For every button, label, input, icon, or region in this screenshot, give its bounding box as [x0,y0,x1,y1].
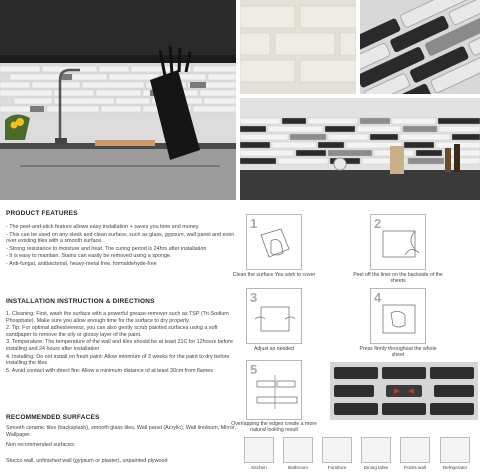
instruction-item: 5. Avoid contact with direct fire: Allow a minimum distance of at least 30cm from flames [6,367,213,374]
step-3-caption: Adjust as needed [253,346,295,352]
kitchen-photo [0,0,236,200]
feature-item: - It is easy to maintain. Stains can easily be removed using a sponge. [6,253,172,260]
room-label: Kitchen [251,465,267,470]
step-5-caption: Overlapping the edges create a more natural looking result [231,421,317,434]
room-label: Refrigerator [442,465,468,470]
points-wall-icon [400,437,430,463]
instruction-item: 3. Temperature: The temperature of the wall and tiles should be at least 21C for 12hours before installing and 24 hours after installation [6,339,233,352]
step-number: 3 [250,290,258,305]
step-number: 2 [374,216,382,231]
kitchen-scene [0,0,236,200]
product-features-title: PRODUCT FEATURES [6,210,78,217]
installation-list [6,311,238,375]
feature-item: - Anti-fungal, antibacterial, heavy-metal free, formaldehyde-free [6,260,157,267]
refrigerator-icon [440,437,470,463]
kitchen-icon [244,437,274,463]
feature-item: - Strong resistance to moisture and heat. The curing period is 24hrs after installation [6,245,207,252]
room-label: Bathroom [288,465,308,470]
dining-table-icon [361,437,391,463]
furniture-icon [322,437,352,463]
step-5-illustration [246,360,302,420]
tile-closeup-photo-2 [360,0,480,94]
bathroom-icon [283,437,313,463]
overlap-tiles-illustration [330,362,478,420]
dark-tiles-closeup [360,0,480,94]
installation-title: INSTALLATION INSTRUCTION & DIRECTIONS [6,298,155,305]
step-2-caption: Peel off the liner on the backside of the sheets [353,272,443,285]
non-recommended-title: Non recommended surfaces: [6,442,76,448]
instruction-item: 4. Installing: Do not install on fresh paint: Allow minimum of 3 weeks for the paint to dry before installing the tiles [6,353,230,367]
step-1-illustration [246,214,302,270]
feature-item: - This can be used on any sleek and clean surface, such as glass, gypsum, wall panel and even over existing tiles with a smooth surface. [6,231,235,245]
step-4-caption: Press firmly throughout the whole sheet [359,346,437,359]
step-number: 1 [250,216,258,231]
instruction-item: 1. Cleaning: First, wash the surface with a powerful grease-remover such as TSP (Tri-Sodium Phosphate). Make sure you allow enough time for the surface to dry properly. [6,311,229,324]
room-label: Furniture [327,465,347,470]
feature-item: - The peel-and-stick feature allows easy installation + saves you time and money. [6,224,200,230]
tile-closeup-photo-1 [240,0,356,94]
step-2-illustration [370,214,426,270]
recommended-text: Smooth ceramic tiles (backsplash), smooth glass tiles, Wall panel (Acrylic), Wall linoleum, Mirror, Wallpaper [6,425,236,438]
step-3-illustration [246,288,302,344]
light-tiles-closeup [240,0,356,94]
room-label: Dining table [363,465,389,470]
backsplash-photo [240,98,480,200]
non-recommended-text: Stucco wall, unfinished wall (gypsum or plaster), unpainted plywood [6,458,168,464]
backsplash-scene [240,98,480,200]
step-1-caption: Clean the surface You wish to cover [232,272,316,278]
step-number: 5 [250,362,258,377]
product-features-list [6,224,238,269]
step-4-illustration [370,288,426,344]
recommended-title: RECOMMENDED SURFACES [6,414,100,421]
room-label: Points wall [404,465,426,470]
instruction-item: 2. Tip: For optimal adhesiveness, you can also gently scrub painted surfaces using a soft sandpaper to remove the oily or glossy layer of the paint. [6,325,218,338]
step-number: 4 [374,290,382,305]
tile-overlap-diagram [330,362,478,420]
